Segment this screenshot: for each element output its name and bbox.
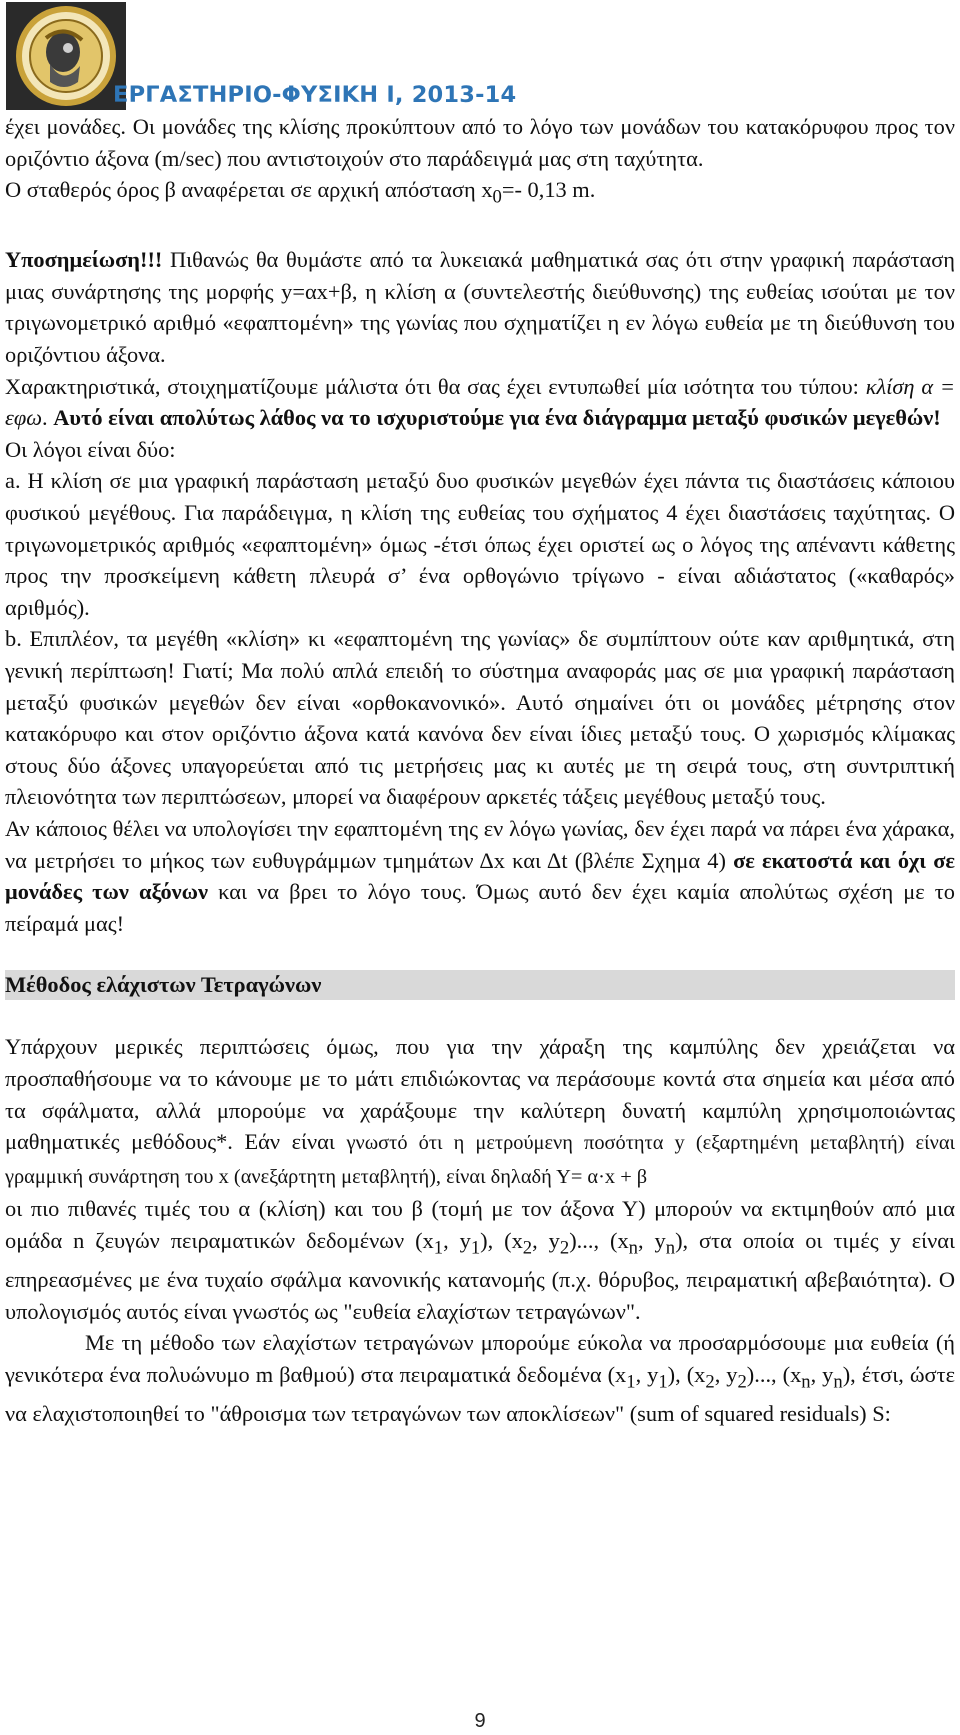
sub: n bbox=[801, 1371, 811, 1393]
sub: 1 bbox=[626, 1371, 636, 1393]
tangent-explanation bbox=[5, 813, 955, 939]
page-header-title: ΕΡΓΑΣΤΗΡΙΟ-ΦΥΣΙΚΗ Ι, 2013-14 bbox=[113, 82, 517, 108]
reason-b: b. Επιπλέον, τα μεγέθη «κλίση» κι «εφαπτομένη της γωνίας» δε συμπίπτουν ούτε καν αριθμητικά, στη γενική περίπτωση! Γιατί; Μα πολύ απλά επειδή το σύστημα αναφοράς μας σε μια γραφική παράσταση μεταξύ φυσικών μεγεθών δεν είναι «ορθοκανονικό». Αυτό σημαίνει ότι οι μονάδες μέτρησης στον κατακόρυφο και στον οριζόντιο άξονα κατά κανόνα δεν είναι ίδιες μεταξύ τους. Ο χωρισμός κλίμακας στους δύο άξονες υπαγορεύεται από τις μετρήσεις μας κι αυτές με τη σειρά τους, στη συντριπτική πλειονότητα των περιπτώσεων, μπορεί να διαφέρουν αρκετές τάξεις μεγέθους μεταξύ τους. bbox=[5, 626, 955, 810]
least-squares-intro bbox=[5, 1031, 955, 1193]
least-squares-linear-text: γνωστό ότι η μετρούμενη ποσότητα y (εξαρτημένη μεταβλητή) είναι γραμμική συνάρτηση του x (ανεξάρτητη μεταβλητή), είναι δηλαδή Υ= α·x + β bbox=[5, 1132, 955, 1188]
constant-term-text: Ο σταθερός όρος β αναφέρεται σε αρχική απόσταση x bbox=[5, 177, 493, 203]
tangent-text: Αν κάποιος θέλει να υπολογίσει την εφαπτομένη της εν λόγω γωνίας, δεν έχει παρά να πάρει ένα χάρακα, να μετρήσει το μήκος των ευθυγράμμων τμημάτων Δx και Δt (βλέπε Σχημα 4) bbox=[5, 815, 955, 873]
section-heading: Μέθοδος ελάχιστων Τετραγώνων bbox=[5, 970, 955, 1000]
sub: 1 bbox=[658, 1371, 668, 1393]
spacer bbox=[5, 213, 955, 244]
paragraph-constant-term bbox=[5, 174, 955, 213]
sub: 2 bbox=[522, 1237, 533, 1259]
sub: 1 bbox=[433, 1237, 444, 1259]
sub: 2 bbox=[559, 1237, 570, 1259]
footnote-text: Πιθανώς θα θυμάστε από τα λυκειακά μαθηματικά σας ότι στην γραφική παράσταση μιας συνάρτησης της μορφής y=αx+β, η κλίση α (συντελεστής διεύθυνσης) της ευθείας ισούται με τον τριγωνομετρικό αριθμό «εφαπτομένη» της γωνίας που σχηματίζει η εν λόγω ευθεία με τη διεύθυνση του οριζόντιου άξονα. bbox=[5, 247, 955, 368]
sub: n bbox=[833, 1371, 843, 1393]
pairs-text-end: ), στα οποία οι τιμές y είναι επηρεασμένες με ένα τυχαίο σφάλμα κανονικής κατανομής (π.χ. θόρυβος, πειραματική αβεβαιότητα). Ο υπολογισμός αυτός είναι γνωστός ως "ευθεία ελαχίστων τετραγώνων". bbox=[5, 1227, 956, 1324]
paragraph-slope-units: έχει μονάδες. Οι μονάδες της κλίσης προκύπτουν από το λόγο των μονάδων του κατακόρυφου προς τον οριζόντιο άξονα (m/sec) που αντιστοιχούν στο παράδειγμά μας στη ταχύτητα. bbox=[5, 114, 955, 171]
method-text: Με τη μέθοδο των ελαχίστων τετραγώνων μπορούμε εύκολα να προσαρμόσουμε μια ευθεία (ή γενικότερα ένα πολυώνυμο m βαθμού) στα πειραματικά δεδομένα (x bbox=[5, 1330, 955, 1387]
footnote-warning-bold: Αυτό είναι απολύτως λάθος να το ισχυριστούμε για ένα διάγραμμα μεταξύ φυσικών μεγεθών! bbox=[53, 405, 941, 431]
formula-italic: κλίση α = εφω bbox=[5, 373, 955, 431]
sub: n bbox=[628, 1237, 638, 1259]
tangent-text-end: και να βρει το λόγο τους. Όμως αυτό δεν έχει καμία απολύτως σχέση με το πείραμά μας! bbox=[5, 879, 955, 936]
document-body bbox=[5, 111, 955, 1429]
method-text-end: ), έτσι, ώστε να ελαχιστοποιηθεί το "άθροισμα των τετραγώνων των αποκλίσεων" (sum of squared residuals) S: bbox=[5, 1361, 956, 1426]
pairs-text: οι πιο πιθανές τιμές του α (κλίση) και του β (τομή με τον άξονα Υ) μπορούν να εκτιμηθούν από μια ομάδα n ζευγών πειραματικών δεδομένων (x bbox=[5, 1196, 955, 1253]
university-seal-logo bbox=[6, 2, 126, 110]
reasons-intro: Οι λόγοι είναι δύο: bbox=[5, 436, 176, 462]
footnote-paragraph bbox=[5, 244, 955, 370]
least-squares-intro-text: Υπάρχουν μερικές περιπτώσεις όμως, που για την χάραξη της καμπύλης δεν χρειάζεται να προσπαθήσουμε να το κάνουμε με το μάτι επιδιώκοντας να περάσουμε κοντά στα σημεία και μέσα από τα σφάλματα, αλλά μπορούμε να χαράξουμε την καλύτερη δυνατή καμπύλη χρησιμοποιώντας μαθηματικές μεθόδους*. Εάν είναι bbox=[5, 1034, 955, 1155]
subscript-zero: 0 bbox=[492, 186, 502, 208]
least-squares-method: Με τη μέθοδο των ελαχίστων τετραγώνων μπορούμε εύκολα να προσαρμόσουμε μια ευθεία (ή γενικότερα ένα πολυώνυμο m βαθμού) στα πειραματικά δεδομένα ($x_1$, $y_1$), ($x_2$, $y_2$)..., ($x_n$, $y_n$), έτσι, ώστε να ελαχιστοποιηθεί το "άθροισμα των τετραγώνων των αποκλίσεων" (sum of squared residuals) S: bbox=[5, 1330, 956, 1426]
seal-graphic bbox=[6, 2, 126, 110]
sub: n bbox=[665, 1237, 676, 1259]
punctuation: . bbox=[42, 405, 54, 431]
footnote-claim bbox=[5, 371, 955, 434]
page-number: 9 bbox=[474, 1710, 486, 1732]
sub: 2 bbox=[705, 1371, 715, 1393]
footnote-label: Υποσημείωση!!! bbox=[5, 247, 163, 273]
sub: 2 bbox=[737, 1371, 747, 1393]
spacer bbox=[5, 939, 955, 970]
tangent-bold: σε εκατοστά και όχι σε μονάδες των αξόνων bbox=[5, 847, 955, 905]
constant-term-value: =- 0,13 m. bbox=[501, 177, 596, 203]
reason-a: a. Η κλίση σε μια γραφική παράσταση μεταξύ δυο φυσικών μεγεθών έχει πάντα τις διαστάσεις κάποιου φυσικού μεγέθους. Για παράδειγμα, η κλίση της ευθείας του σχήματος 4 έχει διαστάσεις ταχύτητας. Ο τριγωνομετρικός αριθμός «εφαπτομένη» όμως -έτσι όπως έχει οριστεί ως ο λόγος της απέναντι κάθετης προς την προσκείμενη κάθετη πλευρά σ’ ένα ορθογώνιο τρίγωνο - είναι αδιάστατος («καθαρός» αριθμός). bbox=[5, 468, 955, 620]
footnote-claim-text: Χαρακτηριστικά, στοιχηματίζουμε μάλιστα ότι θα σας έχει εντυπωθεί μία ισότητα του τύπου: bbox=[5, 373, 866, 399]
sub: 1 bbox=[470, 1237, 481, 1259]
least-squares-pairs: οι πιο πιθανές τιμές του α (κλίση) και του β (τομή με τον άξονα Υ) μπορούν να εκτιμηθούν από μια ομάδα n ζευγών πειραματικών δεδομένων ($x_1$, $y_1$), ($x_2$, $y_2$)..., ($x_n$, $y_n$), στα οποία οι τιμές y είναι επηρεασμένες με ένα τυχαίο σφάλμα κανονικής κατανομής (π.χ. θόρυβος, πειραματική αβεβαιότητα). Ο υπολογισμός αυτός είναι γνωστός ως "ευθεία ελαχίστων τετραγώνων". bbox=[5, 1196, 956, 1324]
spacer bbox=[5, 1000, 955, 1031]
